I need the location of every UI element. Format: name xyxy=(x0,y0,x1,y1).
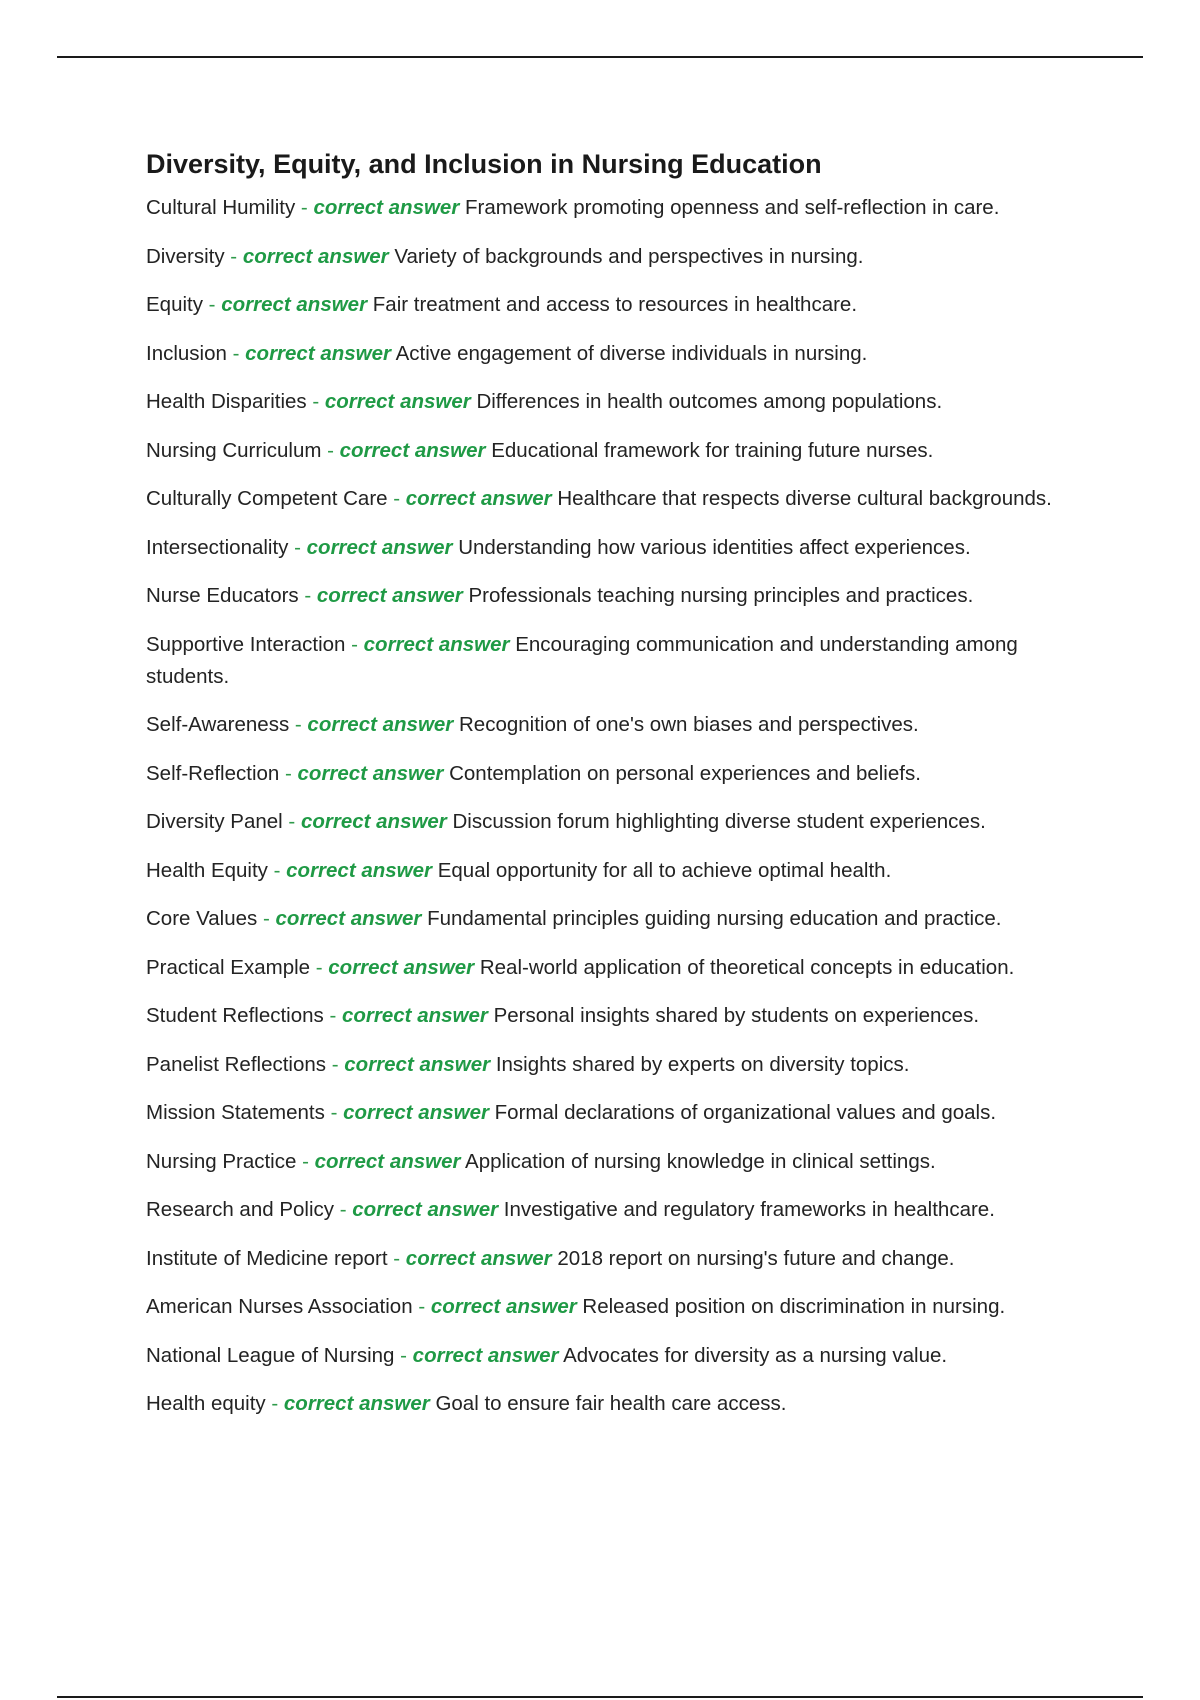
entry-definition: Fundamental principles guiding nursing education and practice. xyxy=(427,907,1002,930)
entry-term: Diversity Panel xyxy=(146,810,283,833)
entry-definition: 2018 report on nursing's future and change. xyxy=(557,1246,955,1270)
entry-separator: - xyxy=(296,1149,315,1173)
correct-answer-label: correct answer xyxy=(344,1052,491,1076)
entry-separator: - xyxy=(202,293,222,316)
document-body xyxy=(146,146,1096,1437)
correct-answer-label: correct answer xyxy=(307,713,454,736)
correct-answer-label: correct answer xyxy=(324,390,471,413)
entry-term: Student Reflections xyxy=(146,1004,324,1027)
correct-answer-label: correct answer xyxy=(363,632,510,656)
entry-definition: Discussion forum highlighting diverse student experiences. xyxy=(452,810,986,833)
entry-term: Nurse Educators xyxy=(146,584,299,607)
entry-term: American Nurses Association xyxy=(146,1295,413,1318)
flashcard-entry xyxy=(146,241,1096,273)
entry-separator: - xyxy=(298,584,317,607)
entry-definition: Contemplation on personal experiences and beliefs. xyxy=(449,761,921,785)
correct-answer-label: correct answer xyxy=(314,1149,461,1173)
entry-definition: Insights shared by experts on diversity topics. xyxy=(495,1052,910,1076)
entry-definition: Variety of backgrounds and perspectives in nursing. xyxy=(394,244,864,268)
entry-definition: Professionals teaching nursing principles and practices. xyxy=(468,584,974,607)
entry-separator: - xyxy=(306,390,325,413)
top-rule xyxy=(57,56,1143,58)
entry-separator: - xyxy=(323,1004,342,1027)
flashcard-entry xyxy=(146,532,1096,564)
correct-answer-label: correct answer xyxy=(430,1295,577,1318)
entry-term: Equity xyxy=(146,293,203,316)
entry-definition: Investigative and regulatory frameworks in healthcare. xyxy=(503,1198,995,1221)
flashcard-entry xyxy=(146,1388,1096,1420)
entry-separator: - xyxy=(387,487,406,510)
entry-term: Nursing Curriculum xyxy=(146,438,322,462)
flashcard-entry xyxy=(146,1146,1096,1178)
entry-definition: Framework promoting openness and self-reflection in care. xyxy=(465,196,1000,219)
entry-term: Mission Statements xyxy=(146,1101,325,1124)
entry-separator: - xyxy=(334,1198,353,1221)
entry-definition: Recognition of one's own biases and perspectives. xyxy=(458,713,919,736)
entry-term: Supportive Interaction xyxy=(146,632,346,656)
entry-term: Research and Policy xyxy=(146,1198,335,1221)
flashcard-entry xyxy=(146,903,1096,935)
flashcard-entry xyxy=(146,386,1096,418)
flashcard-entry xyxy=(146,580,1096,612)
entry-separator: - xyxy=(265,1392,284,1415)
correct-answer-label: correct answer xyxy=(286,858,433,882)
entry-term: Cultural Humility xyxy=(146,196,296,219)
correct-answer-label: correct answer xyxy=(242,244,389,268)
correct-answer-label: correct answer xyxy=(221,293,368,316)
correct-answer-label: correct answer xyxy=(297,761,444,785)
flashcard-entry xyxy=(146,192,1096,224)
flashcard-entry xyxy=(146,483,1096,515)
entry-separator: - xyxy=(279,761,298,785)
flashcard-entry xyxy=(146,289,1096,321)
entry-separator: - xyxy=(321,438,340,462)
correct-answer-label: correct answer xyxy=(300,810,447,833)
correct-answer-label: correct answer xyxy=(316,584,463,607)
correct-answer-label: correct answer xyxy=(405,1246,552,1270)
flashcard-entry xyxy=(146,1049,1096,1081)
entry-separator: - xyxy=(226,341,246,365)
flashcard-entry xyxy=(146,1243,1096,1275)
correct-answer-label: correct answer xyxy=(275,907,422,930)
entry-separator: - xyxy=(326,1052,345,1076)
entry-term: Health equity xyxy=(146,1392,266,1415)
flashcard-entry xyxy=(146,629,1096,693)
entry-separator: - xyxy=(387,1246,406,1270)
correct-answer-label: correct answer xyxy=(306,535,453,559)
entry-term: Health Equity xyxy=(146,858,268,882)
flashcard-entry xyxy=(146,1194,1096,1226)
entry-separator: - xyxy=(224,244,243,268)
entry-definition: Application of nursing knowledge in clinical settings. xyxy=(465,1149,936,1173)
correct-answer-label: correct answer xyxy=(283,1392,430,1415)
flashcard-entry xyxy=(146,806,1096,838)
flashcard-entry xyxy=(146,1000,1096,1032)
flashcard-entry xyxy=(146,338,1096,370)
flashcard-list xyxy=(146,192,1096,1420)
entry-definition: Goal to ensure fair health care access. xyxy=(435,1392,787,1415)
entry-term: Health Disparities xyxy=(146,390,307,413)
correct-answer-label: correct answer xyxy=(405,487,552,510)
entry-definition: Released position on discrimination in nursing. xyxy=(582,1295,1006,1318)
entry-term: Practical Example xyxy=(146,955,311,979)
entry-separator: - xyxy=(289,713,308,736)
entry-term: Self-Reflection xyxy=(146,761,280,785)
entry-definition: Understanding how various identities affect experiences. xyxy=(458,535,971,559)
entry-term: Core Values xyxy=(146,907,258,930)
entry-definition: Active engagement of diverse individuals in nursing. xyxy=(395,341,868,365)
entry-definition: Real-world application of theoretical concepts in education. xyxy=(479,955,1015,979)
correct-answer-label: correct answer xyxy=(412,1343,559,1367)
entry-separator: - xyxy=(324,1101,344,1124)
correct-answer-label: correct answer xyxy=(342,1004,488,1027)
flashcard-entry xyxy=(146,758,1096,790)
entry-term: Institute of Medicine report xyxy=(146,1246,388,1270)
correct-answer-label: correct answer xyxy=(352,1198,499,1221)
entry-definition: Educational framework for training future nurses. xyxy=(491,438,934,462)
entry-separator: - xyxy=(345,632,364,656)
entry-separator: - xyxy=(412,1295,431,1318)
entry-separator: - xyxy=(295,196,314,219)
correct-answer-label: correct answer xyxy=(313,196,460,219)
entry-term: Nursing Practice xyxy=(146,1149,297,1173)
correct-answer-label: correct answer xyxy=(328,955,475,979)
entry-definition: Healthcare that respects diverse cultural backgrounds. xyxy=(557,487,1052,510)
entry-separator: - xyxy=(267,858,287,882)
entry-separator: - xyxy=(282,810,301,833)
entry-term: Culturally Competent Care xyxy=(146,487,388,510)
entry-term: Self-Awareness xyxy=(146,713,290,736)
entry-definition: Advocates for diversity as a nursing value. xyxy=(563,1343,948,1367)
entry-separator: - xyxy=(257,907,276,930)
entry-term: Inclusion xyxy=(146,341,227,365)
entry-separator: - xyxy=(310,955,329,979)
flashcard-entry xyxy=(146,952,1096,984)
entry-term: National League of Nursing xyxy=(146,1343,395,1367)
flashcard-entry xyxy=(146,435,1096,467)
flashcard-entry xyxy=(146,1340,1096,1372)
flashcard-entry xyxy=(146,709,1096,741)
entry-separator: - xyxy=(288,535,307,559)
correct-answer-label: correct answer xyxy=(339,438,486,462)
correct-answer-label: correct answer xyxy=(343,1101,489,1124)
flashcard-entry xyxy=(146,855,1096,887)
entry-definition: Differences in health outcomes among populations. xyxy=(476,390,943,413)
entry-definition: Equal opportunity for all to achieve optimal health. xyxy=(437,858,892,882)
entry-separator: - xyxy=(394,1343,413,1367)
flashcard-entry xyxy=(146,1291,1096,1323)
entry-definition: Formal declarations of organizational values and goals. xyxy=(494,1101,997,1124)
entry-definition: Encouraging communication and understanding among students. xyxy=(146,632,1018,688)
entry-term: Diversity xyxy=(146,244,225,268)
entry-definition: Fair treatment and access to resources in healthcare. xyxy=(372,293,858,316)
bottom-rule xyxy=(57,1696,1143,1698)
entry-term: Panelist Reflections xyxy=(146,1052,327,1076)
entry-term: Intersectionality xyxy=(146,535,289,559)
document-title: Diversity, Equity, and Inclusion in Nursing Education xyxy=(146,149,822,179)
entry-definition: Personal insights shared by students on experiences. xyxy=(493,1004,980,1027)
flashcard-entry xyxy=(146,1097,1096,1129)
correct-answer-label: correct answer xyxy=(245,341,391,365)
